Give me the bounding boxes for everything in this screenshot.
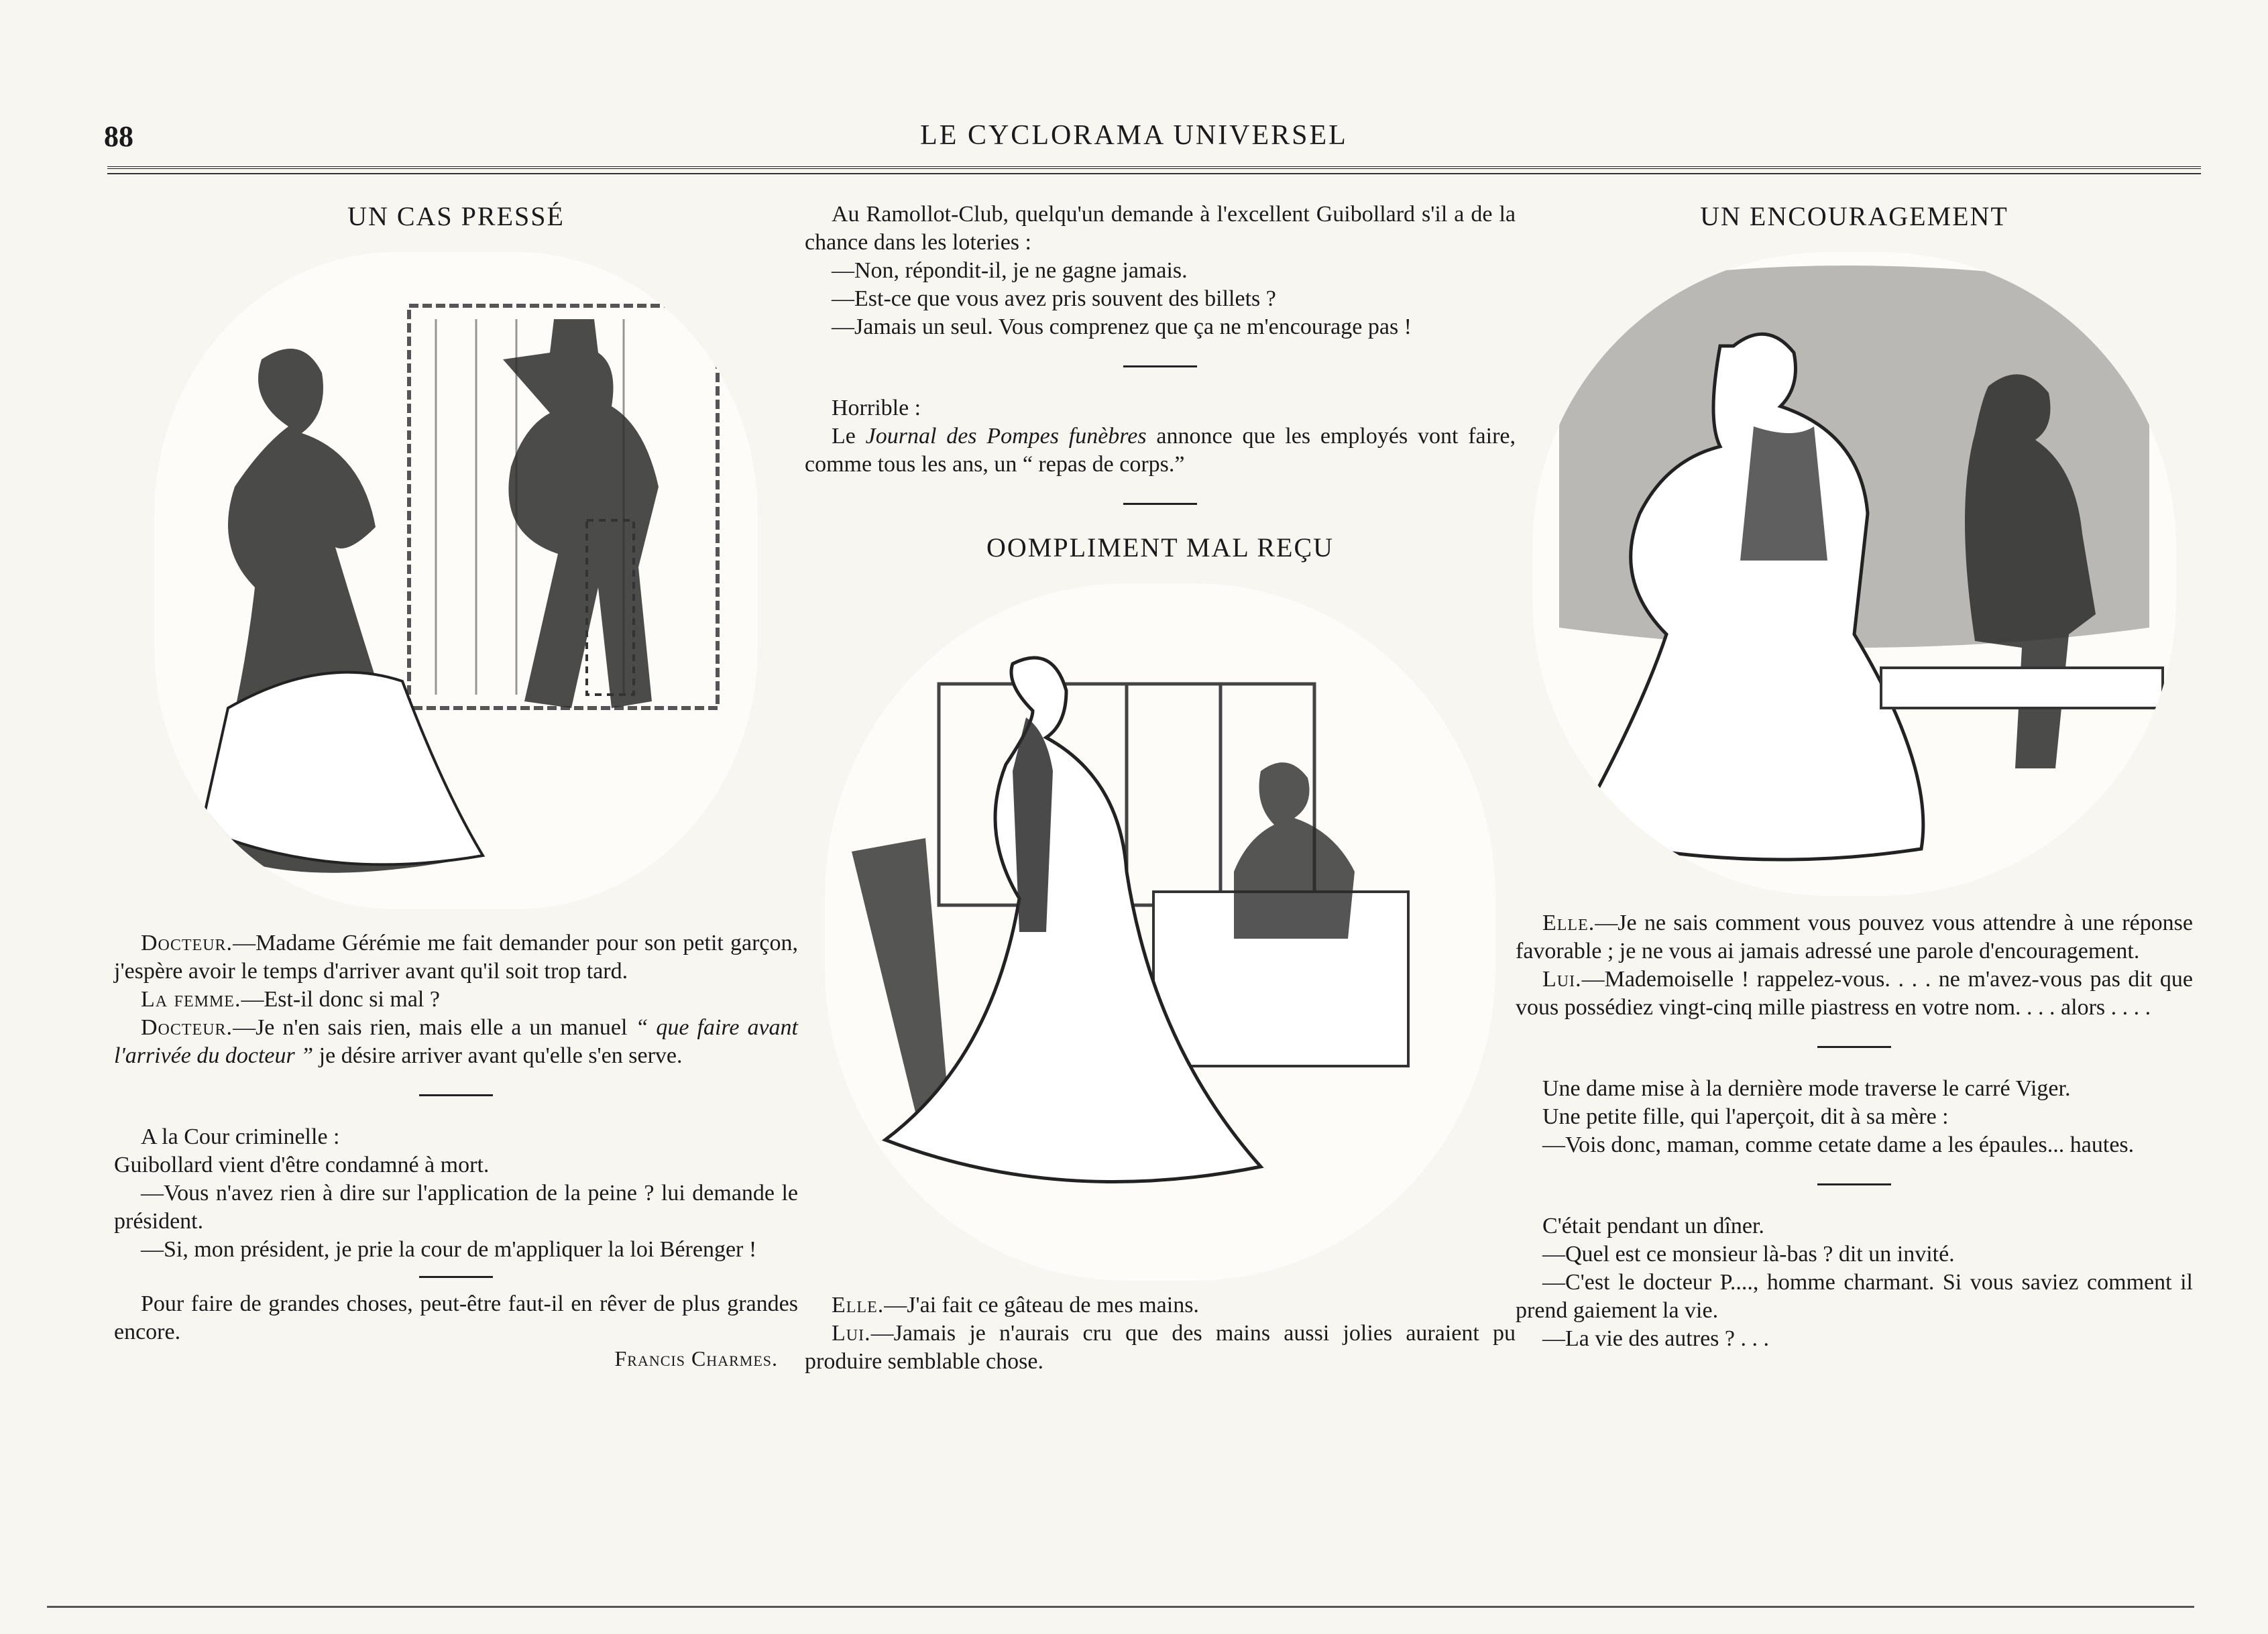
paragraph: Au Ramollot-Club, quelqu'un demande à l'excellent Guibollard s'il a de la chance dans les loteries : <box>805 202 1516 255</box>
paragraph: —Vois donc, maman, comme cetate dame a les épaules... hautes. <box>1542 1132 2135 1157</box>
section-separator <box>419 1094 493 1096</box>
paragraph: —Jamais un seul. Vous comprenez que ça ne m'encourage pas ! <box>832 314 1412 339</box>
paragraph: Horrible : <box>832 396 921 420</box>
illustration-drawing <box>1532 252 2176 896</box>
woman-and-man-with-top-hat-illustration <box>154 252 758 909</box>
article-title-un-cas-presse: UN CAS PRESSÉ <box>347 201 565 231</box>
dialogue-elle <box>1516 909 2193 966</box>
dialogue-text: —Je n'en sais rien, mais elle a un manuel <box>233 1015 636 1040</box>
paragraph: —La vie des autres ? . . . <box>1542 1326 1769 1351</box>
paragraph: —C'est le docteur P...., homme charmant. Si vous saviez comment il prend gaiement la vie. <box>1516 1270 2193 1323</box>
speaker-label: Lui. <box>1542 967 1582 992</box>
dialogue-text: —Madame Gérémie me fait demander pour son petit garçon, j'espère avoir le temps d'arriver avant qu'il soit trop tard. <box>114 931 798 984</box>
paragraph: —Si, mon président, je prie la cour de m'appliquer la loi Bérenger ! <box>141 1237 757 1262</box>
speaker-label: Lui. <box>832 1321 871 1346</box>
text: Le <box>832 424 866 449</box>
column-center <box>805 191 1516 1376</box>
paragraph: —Est-ce que vous avez pris souvent des billets ? <box>832 286 1276 311</box>
section-separator <box>1817 1183 1891 1185</box>
dialogue-docteur-2 <box>114 1014 798 1070</box>
header-rule <box>107 166 2201 174</box>
dialogue-elle <box>805 1291 1516 1320</box>
masthead-title: LE CYCLORAMA UNIVERSEL <box>920 120 1348 151</box>
paragraph: —Quel est ce monsieur là-bas ? dit un invité. <box>1542 1242 1955 1267</box>
illustration-drawing <box>154 252 758 909</box>
manual-title: “ que faire avant l'arrivée du docteur ” <box>114 1015 798 1068</box>
signature: Francis Charmes. <box>614 1346 778 1370</box>
dialogue-la-femme <box>114 986 798 1014</box>
couple-at-table-illustration <box>825 583 1495 1281</box>
dialogue-text: je désire arriver avant qu'elle s'en serve. <box>313 1043 683 1068</box>
paragraph: —Vous n'avez rien à dire sur l'application de la peine ? lui demande le président. <box>114 1181 798 1234</box>
dialogue-lui <box>805 1320 1516 1376</box>
text: annonce que les employés vont faire, comme tous les ans, un “ repas de corps.” <box>805 424 1516 477</box>
article-title-un-encouragement: UN ENCOURAGEMENT <box>1700 201 2008 231</box>
speaker-label: Elle. <box>1542 911 1595 935</box>
speaker-label: Elle. <box>832 1293 885 1318</box>
couple-on-bench-illustration <box>1532 252 2176 896</box>
section-separator <box>1123 365 1197 367</box>
paragraph: C'était pendant un dîner. <box>1542 1214 1764 1238</box>
signature-row <box>114 1346 798 1371</box>
page-number: 88 <box>104 120 133 153</box>
paragraph: A la Cour criminelle : <box>141 1124 340 1149</box>
dialogue-text: —Jamais je n'aurais cru que des mains aussi jolies auraient pu produire semblable chose. <box>805 1321 1516 1374</box>
speaker-label: Docteur. <box>141 1015 233 1040</box>
article-title-compliment-mal-recu: OOMPLIMENT MAL REÇU <box>986 532 1335 563</box>
column-right <box>1516 191 2193 1353</box>
section-separator <box>1123 503 1197 505</box>
section-separator <box>1817 1046 1891 1048</box>
paragraph: Une petite fille, qui l'aperçoit, dit à sa mère : <box>1542 1104 1949 1129</box>
section-separator <box>419 1276 493 1278</box>
dialogue-text: —Je ne sais comment vous pouvez vous attendre à une réponse favorable ; je ne vous ai jamais adressé une parole d'encouragement. <box>1516 911 2193 964</box>
paragraph <box>805 422 1516 479</box>
paragraph: Une dame mise à la dernière mode traverse le carré Viger. <box>1542 1076 2071 1101</box>
illustration-drawing <box>825 583 1495 1281</box>
dialogue-docteur-1 <box>114 929 798 986</box>
journal-title: Journal des Pompes funèbres <box>865 424 1147 449</box>
quotation: Pour faire de grandes choses, peut-être faut-il en rêver de plus grandes encore. <box>114 1291 798 1344</box>
speaker-label: La femme. <box>141 987 241 1012</box>
dialogue-text: —Mademoiselle ! rappelez-vous. . . . ne m'avez-vous pas dit que vous possédiez vingt-cinq mille piastress en votre nom. . . . alors . . . . <box>1516 967 2193 1020</box>
footer-rule <box>47 1606 2194 1608</box>
dialogue-text: —J'ai fait ce gâteau de mes mains. <box>884 1293 1199 1318</box>
column-left <box>114 191 798 1371</box>
dialogue-lui <box>1516 966 2193 1022</box>
paragraph: —Non, répondit-il, je ne gagne jamais. <box>832 258 1188 283</box>
speaker-label: Docteur. <box>141 931 233 955</box>
paragraph: Guibollard vient d'être condamné à mort. <box>114 1153 490 1177</box>
dialogue-text: —Est-il donc si mal ? <box>241 987 440 1012</box>
